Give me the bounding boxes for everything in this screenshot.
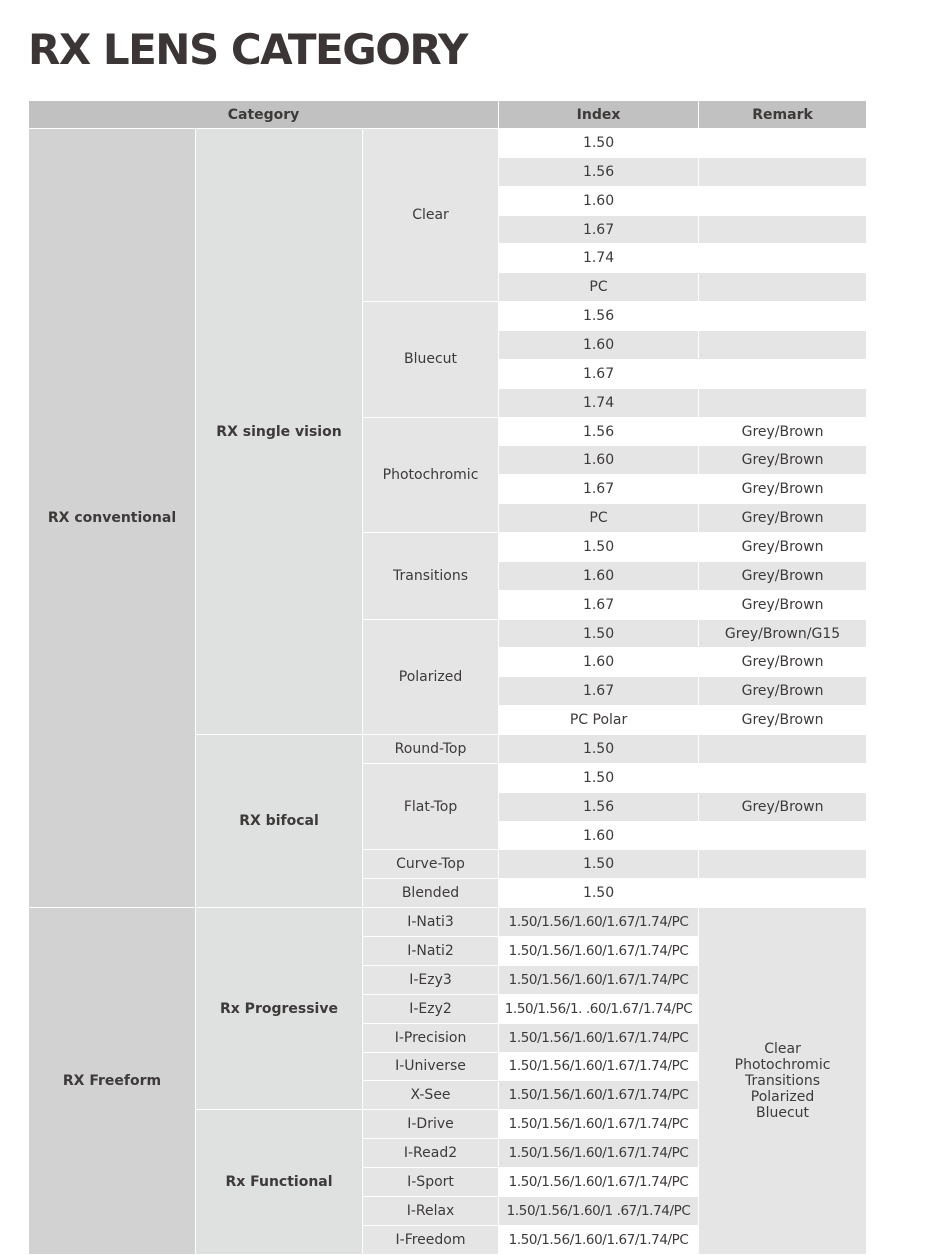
- remark-cell: Grey/Brown/G15: [699, 619, 867, 648]
- remark-cell: Grey/Brown: [699, 504, 867, 533]
- index-cell: 1.50: [499, 850, 699, 879]
- type-cell: Curve-Top: [363, 850, 499, 879]
- type-cell: Transitions: [363, 533, 499, 620]
- index-cell: 1.50/1.56/1.60/1.67/1.74/PC: [499, 908, 699, 937]
- remark-cell: Grey/Brown: [699, 590, 867, 619]
- index-cell: 1.67: [499, 215, 699, 244]
- type-cell: Photochromic: [363, 417, 499, 532]
- index-cell: 1.50/1.56/1.60/1.67/1.74/PC: [499, 1081, 699, 1110]
- remark-cell: [699, 879, 867, 908]
- type-cell: I-Precision: [363, 1023, 499, 1052]
- family-cell: Rx Progressive: [196, 908, 363, 1110]
- type-cell: I-Read2: [363, 1139, 499, 1168]
- index-cell: 1.50: [499, 619, 699, 648]
- index-cell: PC: [499, 273, 699, 302]
- type-cell: I-Nati2: [363, 937, 499, 966]
- index-cell: 1.50/1.56/1.60/1.67/1.74/PC: [499, 1167, 699, 1196]
- remark-line: Photochromic: [734, 1056, 831, 1073]
- index-cell: 1.56: [499, 792, 699, 821]
- index-cell: 1.50: [499, 879, 699, 908]
- page-title: RX LENS CATEGORY: [28, 25, 467, 74]
- index-cell: 1.56: [499, 302, 699, 331]
- index-cell: 1.50/1.56/1.60/1.67/1.74/PC: [499, 1225, 699, 1254]
- type-cell: I-Sport: [363, 1167, 499, 1196]
- family-cell: RX single vision: [196, 129, 363, 735]
- type-cell: I-Ezy2: [363, 994, 499, 1023]
- index-cell: 1.60: [499, 446, 699, 475]
- index-cell: 1.56: [499, 417, 699, 446]
- index-cell: 1.50: [499, 533, 699, 562]
- type-cell: Polarized: [363, 619, 499, 734]
- index-cell: 1.50/1.56/1.60/1 .67/1.74/PC: [499, 1196, 699, 1225]
- remark-cell: [699, 302, 867, 331]
- remark-cell: [699, 359, 867, 388]
- index-cell: 1.50/1.56/1.60/1.67/1.74/PC: [499, 1052, 699, 1081]
- type-cell: Clear: [363, 129, 499, 302]
- remark-line: Polarized: [750, 1088, 815, 1105]
- index-cell: 1.67: [499, 590, 699, 619]
- index-cell: 1.50: [499, 763, 699, 792]
- index-cell: 1.50/1.56/1.60/1.67/1.74/PC: [499, 1110, 699, 1139]
- index-cell: PC: [499, 504, 699, 533]
- index-cell: 1.60: [499, 331, 699, 360]
- type-cell: I-Freedom: [363, 1225, 499, 1254]
- index-cell: 1.50/1.56/1.60/1.67/1.74/PC: [499, 965, 699, 994]
- index-cell: 1.60: [499, 821, 699, 850]
- type-cell: I-Ezy3: [363, 965, 499, 994]
- index-cell: PC Polar: [499, 706, 699, 735]
- remark-cell: Grey/Brown: [699, 533, 867, 562]
- table-header-row: [29, 101, 867, 129]
- remark-cell: [699, 850, 867, 879]
- index-cell: 1.67: [499, 475, 699, 504]
- remark-cell: Grey/Brown: [699, 417, 867, 446]
- table-row: [29, 129, 867, 158]
- family-cell: Rx Functional: [196, 1110, 363, 1254]
- remark-cell: [699, 763, 867, 792]
- remark-cell: Grey/Brown: [699, 475, 867, 504]
- index-cell: 1.67: [499, 359, 699, 388]
- index-cell: 1.60: [499, 561, 699, 590]
- header-remark: Remark: [699, 101, 867, 129]
- index-cell: 1.60: [499, 186, 699, 215]
- remark-cell: [699, 215, 867, 244]
- remark-line: Transitions: [745, 1072, 821, 1089]
- table-body: [29, 129, 867, 1255]
- type-cell: Bluecut: [363, 302, 499, 417]
- group-cell: RX Freeform: [29, 908, 196, 1254]
- remark-cell: [699, 157, 867, 186]
- index-cell: 1.50/1.56/1. .60/1.67/1.74/PC: [499, 994, 699, 1023]
- type-cell: I-Nati3: [363, 908, 499, 937]
- remark-line: Clear: [764, 1040, 801, 1057]
- rx-lens-category-table: [28, 100, 867, 1255]
- remark-cell: [699, 821, 867, 850]
- remark-cell: Grey/Brown: [699, 561, 867, 590]
- type-cell: I-Universe: [363, 1052, 499, 1081]
- index-cell: 1.60: [499, 648, 699, 677]
- type-cell: I-Relax: [363, 1196, 499, 1225]
- remark-cell: [699, 129, 867, 158]
- table-row: [29, 908, 867, 937]
- remark-cell: Grey/Brown: [699, 677, 867, 706]
- type-cell: X-See: [363, 1081, 499, 1110]
- index-cell: 1.50/1.56/1.60/1.67/1.74/PC: [499, 1023, 699, 1052]
- header-index: Index: [499, 101, 699, 129]
- index-cell: 1.74: [499, 244, 699, 273]
- index-cell: 1.74: [499, 388, 699, 417]
- index-cell: 1.67: [499, 677, 699, 706]
- remark-cell: [699, 388, 867, 417]
- family-cell: RX bifocal: [196, 735, 363, 908]
- index-cell: 1.56: [499, 157, 699, 186]
- type-cell: Flat-Top: [363, 763, 499, 850]
- index-cell: 1.50: [499, 129, 699, 158]
- remark-cell: Grey/Brown: [699, 648, 867, 677]
- remark-cell: Grey/Brown: [699, 706, 867, 735]
- remark-shared-cell: [699, 908, 867, 1254]
- remark-cell: [699, 735, 867, 764]
- header-category: Category: [29, 101, 499, 129]
- remark-cell: [699, 244, 867, 273]
- type-cell: Blended: [363, 879, 499, 908]
- index-cell: 1.50/1.56/1.60/1.67/1.74/PC: [499, 1139, 699, 1168]
- remark-cell: Grey/Brown: [699, 792, 867, 821]
- remark-cell: Grey/Brown: [699, 446, 867, 475]
- remark-cell: [699, 273, 867, 302]
- type-cell: I-Drive: [363, 1110, 499, 1139]
- type-cell: Round-Top: [363, 735, 499, 764]
- index-cell: 1.50: [499, 735, 699, 764]
- remark-cell: [699, 331, 867, 360]
- remark-line: Bluecut: [756, 1104, 810, 1121]
- group-cell: RX conventional: [29, 129, 196, 908]
- index-cell: 1.50/1.56/1.60/1.67/1.74/PC: [499, 937, 699, 966]
- remark-cell: [699, 186, 867, 215]
